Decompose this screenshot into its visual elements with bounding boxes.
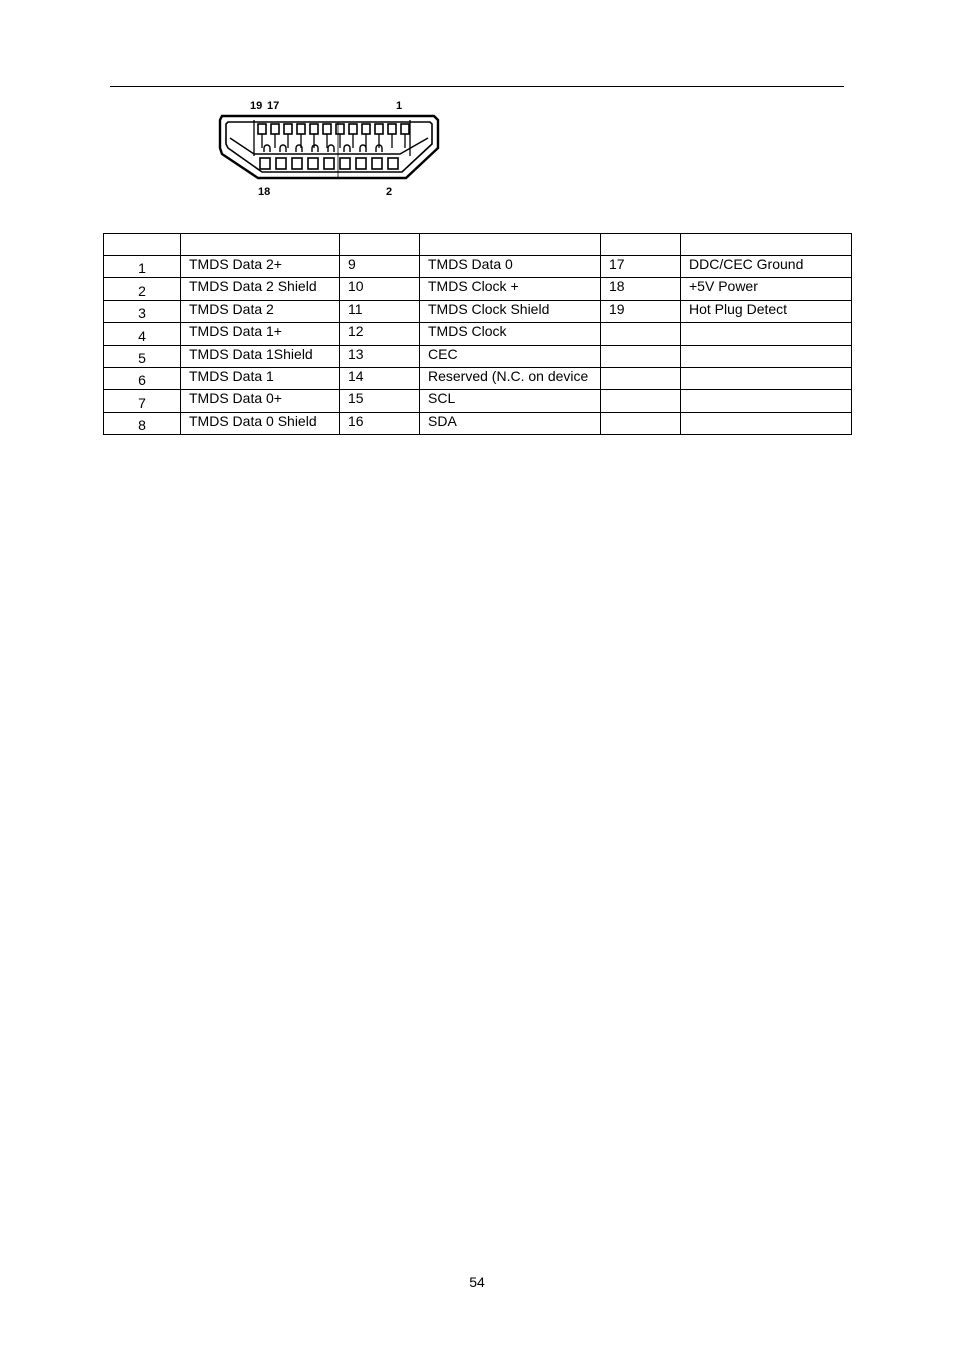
pin-label-18: 18 (258, 186, 271, 198)
signal-name (681, 345, 852, 367)
signal-name: TMDS Data 2 Shield (181, 278, 340, 300)
pin-number: 14 (340, 367, 420, 389)
hdmi-connector-diagram (214, 96, 444, 200)
signal-name: TMDS Data 2 (181, 300, 340, 322)
table-row (104, 345, 852, 367)
table-header-cell (420, 234, 601, 256)
bottom-pin-row (260, 158, 398, 169)
signal-name: TMDS Data 1+ (181, 323, 340, 345)
pin-number: 4 (104, 323, 181, 345)
table-header-cell (681, 234, 852, 256)
pin-traces (254, 120, 410, 156)
pin-label-2: 2 (386, 186, 393, 198)
pin-number: 16 (340, 412, 420, 434)
pin-number: 6 (104, 367, 181, 389)
table-row (104, 323, 852, 345)
pin-number: 3 (104, 300, 181, 322)
table-header-row (104, 234, 852, 256)
signal-name: TMDS Clock Shield (420, 300, 601, 322)
signal-name: CEC (420, 345, 601, 367)
pin-number: 7 (104, 390, 181, 412)
signal-name: TMDS Data 0 Shield (181, 412, 340, 434)
signal-name: TMDS Data 2+ (181, 256, 340, 278)
pin-number (601, 323, 681, 345)
pin-number: 12 (340, 323, 420, 345)
hdmi-connector-icon (214, 96, 444, 200)
pin-number: 1 (104, 256, 181, 278)
pin-label-19: 19 (250, 100, 263, 112)
table-header-cell (181, 234, 340, 256)
pin-number: 2 (104, 278, 181, 300)
pin-number (601, 367, 681, 389)
pin-number: 18 (601, 278, 681, 300)
signal-name: TMDS Data 1Shield (181, 345, 340, 367)
pin-number (601, 345, 681, 367)
signal-name: +5V Power (681, 278, 852, 300)
table-row (104, 300, 852, 322)
pin-number: 15 (340, 390, 420, 412)
pin-number (601, 412, 681, 434)
signal-name (681, 390, 852, 412)
middle-pin-row (264, 145, 382, 152)
pin-number: 13 (340, 345, 420, 367)
pin-number: 5 (104, 345, 181, 367)
signal-name: TMDS Data 0+ (181, 390, 340, 412)
table-row (104, 390, 852, 412)
pin-number: 11 (340, 300, 420, 322)
pin-number: 9 (340, 256, 420, 278)
page-number: 54 (469, 1274, 485, 1290)
signal-name (681, 412, 852, 434)
table-header-cell (340, 234, 420, 256)
pin-number: 17 (601, 256, 681, 278)
signal-name: TMDS Clock (420, 323, 601, 345)
signal-name: SCL (420, 390, 601, 412)
signal-name (681, 323, 852, 345)
table-header-cell (601, 234, 681, 256)
top-pin-row (258, 124, 409, 134)
hdmi-pin-table (103, 233, 852, 435)
signal-name: TMDS Data 1 (181, 367, 340, 389)
signal-name: Reserved (N.C. on device (420, 367, 601, 389)
table-row (104, 367, 852, 389)
table-header-cell (104, 234, 181, 256)
pin-number: 10 (340, 278, 420, 300)
pin-number: 19 (601, 300, 681, 322)
signal-name (681, 367, 852, 389)
signal-name: TMDS Data 0 (420, 256, 601, 278)
signal-name: TMDS Clock + (420, 278, 601, 300)
signal-name: DDC/CEC Ground (681, 256, 852, 278)
table-row (104, 412, 852, 434)
table-row (104, 278, 852, 300)
pin-label-17: 17 (267, 100, 280, 112)
signal-name: SDA (420, 412, 601, 434)
signal-name: Hot Plug Detect (681, 300, 852, 322)
pin-label-1: 1 (396, 100, 403, 112)
table-row (104, 256, 852, 278)
header-rule (110, 86, 844, 87)
pin-number: 8 (104, 412, 181, 434)
pin-number (601, 390, 681, 412)
